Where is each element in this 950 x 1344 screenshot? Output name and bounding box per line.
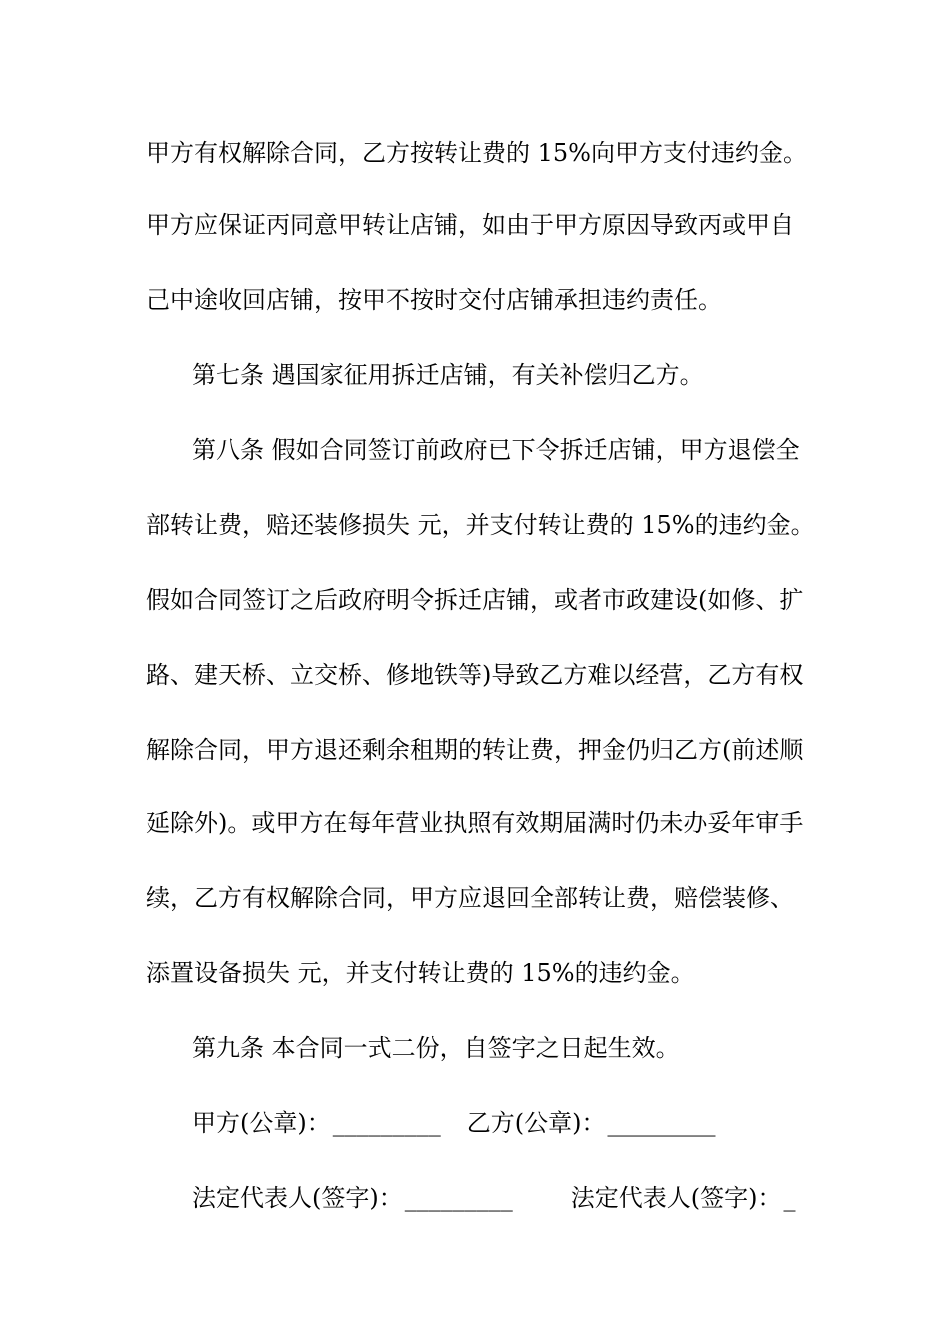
paragraph-line: 部转让费，赔还装修损失 元，并支付转让费的 15%的违约金。 <box>146 511 815 539</box>
party-b-seal-label: 乙方(公章)： <box>466 1109 606 1137</box>
rep-a-field: _________ <box>404 1184 513 1212</box>
party-b-seal-field: _________ <box>607 1109 716 1137</box>
article-9-line: 第九条 本合同一式二份，自签字之日起生效。 <box>192 1034 680 1062</box>
paragraph-line: 解除合同，甲方退还剩余租期的转让费，押金仍归乙方(前述顺 <box>146 736 804 764</box>
paragraph-line: 己中途收回店铺，按甲不按时交付店铺承担违约责任。 <box>146 286 722 314</box>
paragraph-line: 路、建天桥、立交桥、修地铁等)导致乙方难以经营，乙方有权 <box>146 661 804 689</box>
article-7-line: 第七条 遇国家征用拆迁店铺，有关补偿归乙方。 <box>192 361 704 389</box>
rep-b-field: _ <box>783 1184 796 1212</box>
signature-row-representatives <box>192 1183 872 1213</box>
party-a-seal-field: _________ <box>332 1109 441 1137</box>
article-8-line: 第八条 假如合同签订前政府已下令拆迁店铺，甲方退偿全 <box>192 436 800 464</box>
paragraph-line: 甲方有权解除合同，乙方按转让费的 15%向甲方支付违约金。 <box>146 139 807 167</box>
paragraph-line: 假如合同签订之后政府明令拆迁店铺，或者市政建设(如修、扩 <box>146 586 804 614</box>
paragraph-line: 添置设备损失 元，并支付转让费的 15%的违约金。 <box>146 959 695 987</box>
rep-a-label: 法定代表人(签字)： <box>192 1184 403 1212</box>
paragraph-line: 甲方应保证丙同意甲转让店铺，如由于甲方原因导致丙或甲自 <box>146 211 794 239</box>
rep-b-label: 法定代表人(签字)： <box>570 1184 782 1212</box>
paragraph-line: 续，乙方有权解除合同，甲方应退回全部转让费，赔偿装修、 <box>146 884 794 912</box>
paragraph-line: 延除外)。或甲方在每年营业执照有效期届满时仍未办妥年审手 <box>146 809 804 837</box>
signature-row-seals <box>192 1108 872 1138</box>
party-a-seal-label: 甲方(公章)： <box>192 1109 331 1137</box>
